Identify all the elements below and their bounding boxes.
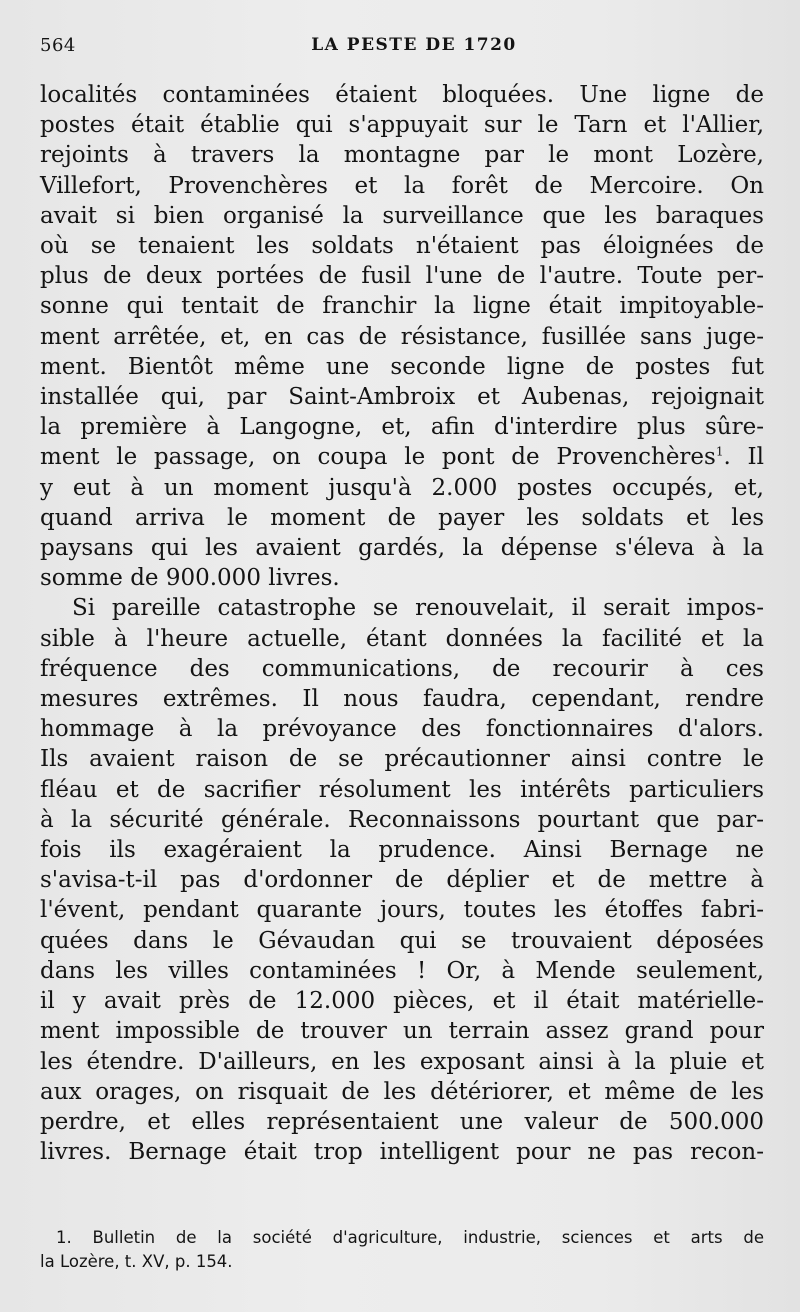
text-line: hommage à la prévoyance des fonctionnaires d'alors. bbox=[40, 716, 764, 743]
footnote bbox=[40, 1226, 764, 1274]
footnote-reference: 1 bbox=[715, 444, 724, 459]
text-line-with-note bbox=[40, 442, 764, 472]
text-line: fléau et de sacrifier résolument les intérêts particuliers bbox=[40, 776, 764, 803]
text-line: paysans qui les avaient gardés, la dépense s'éleva à la bbox=[40, 535, 764, 562]
text-line: dans les villes contaminées ! Or, à Mende seulement, bbox=[40, 957, 764, 984]
text-line: mesures extrêmes. Il nous faudra, cependant, rendre bbox=[40, 686, 764, 713]
text-line: s'avisa-t-il pas d'ordonner de déplier et de mettre à bbox=[40, 867, 764, 894]
page-number: 564 bbox=[40, 35, 76, 56]
text-line: Villefort, Provenchères et la forêt de Mercoire. On bbox=[40, 172, 764, 199]
text-line: la première à Langogne, et, afin d'interdire plus sûre- bbox=[40, 414, 764, 441]
footnote-line: la Lozère, t. XV, p. 154. bbox=[40, 1252, 233, 1271]
text-line: ment. Bientôt même une seconde ligne de postes fut bbox=[40, 353, 764, 380]
text-line: à la sécurité générale. Reconnaissons pourtant que par- bbox=[40, 806, 764, 833]
text-line: Ils avaient raison de se précautionner ainsi contre le bbox=[40, 746, 764, 773]
text-line: l'évent, pendant quarante jours, toutes les étoffes fabri- bbox=[40, 897, 764, 924]
text-line: quées dans le Gévaudan qui se trouvaient déposées bbox=[40, 927, 764, 954]
text-line: fois ils exagéraient la prudence. Ainsi Bernage ne bbox=[40, 837, 764, 864]
body-text bbox=[40, 80, 764, 1167]
text-line: installée qui, par Saint-Ambroix et Aubenas, rejoignait bbox=[40, 384, 764, 411]
text-segment: ment le passage, on coupa le pont de Provenchères bbox=[40, 444, 716, 471]
text-line: sible à l'heure actuelle, étant données la facilité et la bbox=[40, 625, 764, 652]
text-line: ment arrêtée, et, en cas de résistance, fusillée sans juge- bbox=[40, 323, 764, 350]
text-line: quand arriva le moment de payer les soldats et les bbox=[40, 504, 764, 531]
text-line: avait si bien organisé la surveillance que les baraques bbox=[40, 202, 764, 229]
text-line: postes était établie qui s'appuyait sur le Tarn et l'Allier, bbox=[40, 112, 764, 139]
text-line: rejoints à travers la montagne par le mont Lozère, bbox=[40, 142, 764, 169]
text-segment: . Il bbox=[723, 444, 764, 471]
text-line: somme de 900.000 livres. bbox=[40, 565, 340, 592]
text-line: plus de deux portées de fusil l'une de l'autre. Toute per- bbox=[40, 263, 764, 290]
text-line: localités contaminées étaient bloquées. Une ligne de bbox=[40, 82, 764, 108]
text-line: y eut à un moment jusqu'à 2.000 postes occupés, et, bbox=[40, 474, 764, 501]
text-line: Si pareille catastrophe se renouvelait, il serait impos- bbox=[72, 595, 764, 622]
text-line: il y avait près de 12.000 pièces, et il était matérielle- bbox=[40, 988, 764, 1015]
text-line: sonne qui tentait de franchir la ligne était impitoyable- bbox=[40, 293, 764, 320]
text-line: aux orages, on risquait de les détériorer, et même de les bbox=[40, 1078, 764, 1105]
footnote-line: 1. Bulletin de la société d'agriculture, industrie, sciences et arts de bbox=[56, 1228, 764, 1247]
running-title: LA PESTE DE 1720 bbox=[311, 35, 517, 55]
text-line: perdre, et elles représentaient une valeur de 500.000 bbox=[40, 1108, 764, 1135]
text-line: les étendre. D'ailleurs, en les exposant ainsi à la pluie et bbox=[40, 1048, 764, 1075]
text-line: fréquence des communications, de recourir à ces bbox=[40, 655, 764, 682]
text-line: livres. Bernage était trop intelligent pour ne pas recon- bbox=[40, 1139, 764, 1166]
text-line: où se tenaient les soldats n'étaient pas éloignées de bbox=[40, 233, 764, 260]
text-line: ment impossible de trouver un terrain assez grand pour bbox=[40, 1018, 764, 1045]
